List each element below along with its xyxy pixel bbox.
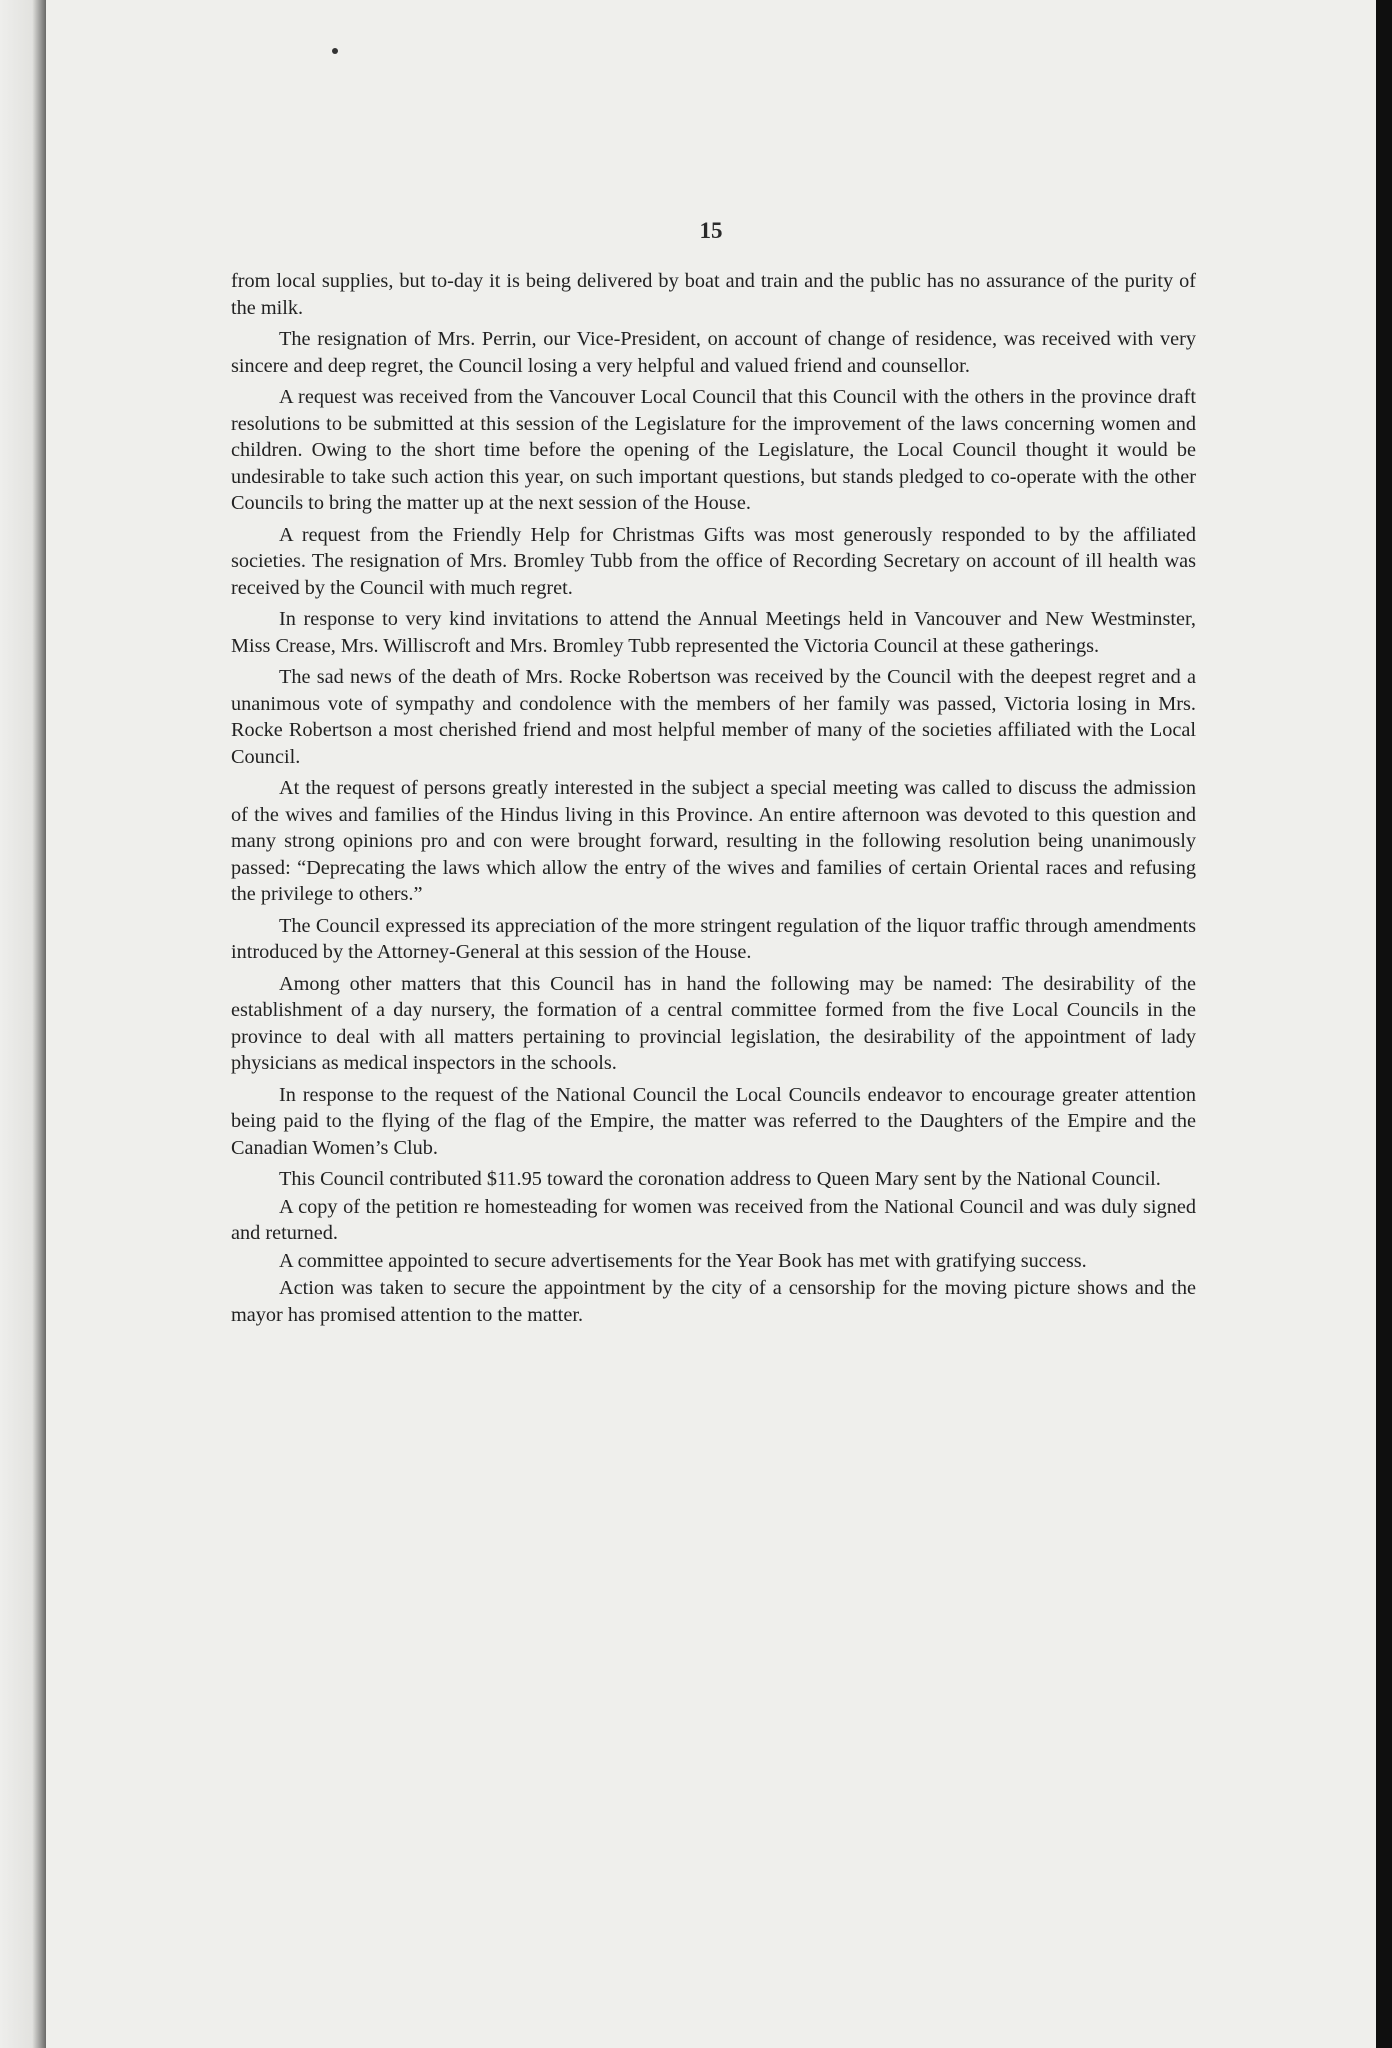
paragraph-annual-meetings: In response to very kind invitations to attend the Annual Meetings held in Vancouver and New Westminster, Miss Crease, Mrs. Williscroft and Mrs. Bromley Tubb represented the Victoria Council at these gatherings.	[231, 608, 1196, 657]
paragraph-coronation-address: This Council contributed $11.95 toward the coronation address to Queen Mary sent by the National Council.	[279, 1168, 1161, 1190]
paragraph-perrin-resignation: The resignation of Mrs. Perrin, our Vice-President, on account of change of residence, was received with very sincere and deep regret, the Council losing a very helpful and valued friend and counsellor.	[231, 328, 1196, 377]
paragraph-flag-flying: In response to the request of the National Council the Local Councils endeavor to encourage greater attention being paid to the flying of the flag of the Empire, the matter was referred to the Daughters of the Empire and the Canadian Women’s Club.	[231, 1083, 1196, 1159]
paragraph-other-matters: Among other matters that this Council has in hand the following may be named: The desirability of the establishment of a day nursery, the formation of a central committee formed from the five Local Councils in the province to deal with all matters pertaining to provincial legislation, the desirability of the appointment of lady physicians as medical inspectors in the schools.	[231, 972, 1196, 1074]
paragraph-milk-supply: from local supplies, but to-day it is being delivered by boat and train and the public has no assurance of the purity of the milk.	[231, 270, 1196, 319]
paragraph-robertson-death: The sad news of the death of Mrs. Rocke Robertson was received by the Council with the deepest regret and a unanimous vote of sympathy and condolence with the members of her family was passed, Victoria losing in Mrs. Rocke Robertson a most cherished friend and most helpful member of many of the societies affiliated with the Local Council.	[231, 666, 1196, 768]
background-right-edge	[1376, 0, 1392, 2048]
paragraph-liquor-regulation: The Council expressed its appreciation of the more stringent regulation of the liquor traffic through amendments introduced by the Attorney-General at this session of the House.	[231, 914, 1196, 963]
paragraph-homesteading-petition: A copy of the petition re homesteading for women was received from the National Council and was duly signed and returned.	[231, 1195, 1196, 1244]
ink-dot	[332, 48, 338, 54]
document-page	[46, 0, 1379, 2048]
page-number: 15	[699, 218, 723, 243]
paragraph-hindus-resolution: At the request of persons greatly interested in the subject a special meeting was called to discuss the admission of the wives and families of the Hindus living in this Province. An entire afternoon was devoted to this question and many strong opinions pro and con were brought forward, resulting in the following resolution being unanimously passed: “Deprecating the laws which allow the entry of the wives and families of certain Oriental races and refusing the privilege to others.”	[231, 777, 1196, 905]
paragraph-christmas-gifts: A request from the Friendly Help for Christmas Gifts was most generously responded to by the affiliated societies. The resignation of Mrs. Bromley Tubb from the office of Recording Secretary on account of ill health was received by the Council with much regret.	[231, 523, 1196, 599]
paragraph-vancouver-request: A request was received from the Vancouver Local Council that this Council with the others in the province draft resolutions to be submitted at this session of the Legislature for the improvement of the laws concerning women and children. Owing to the short time before the opening of the Legislature, the Local Council thought it would be undesirable to take such action this year, on such important questions, but stands pledged to co-operate with the other Councils to bring the matter up at the next session of the House.	[231, 386, 1196, 514]
paragraph-censorship: Action was taken to secure the appointment by the city of a censorship for the moving picture shows and the mayor has promised attention to the matter.	[231, 1277, 1196, 1326]
body-text	[231, 268, 1196, 1329]
paragraph-year-book: A committee appointed to secure advertisements for the Year Book has met with gratifying success.	[279, 1249, 1087, 1272]
page-left-edge	[0, 0, 46, 2048]
